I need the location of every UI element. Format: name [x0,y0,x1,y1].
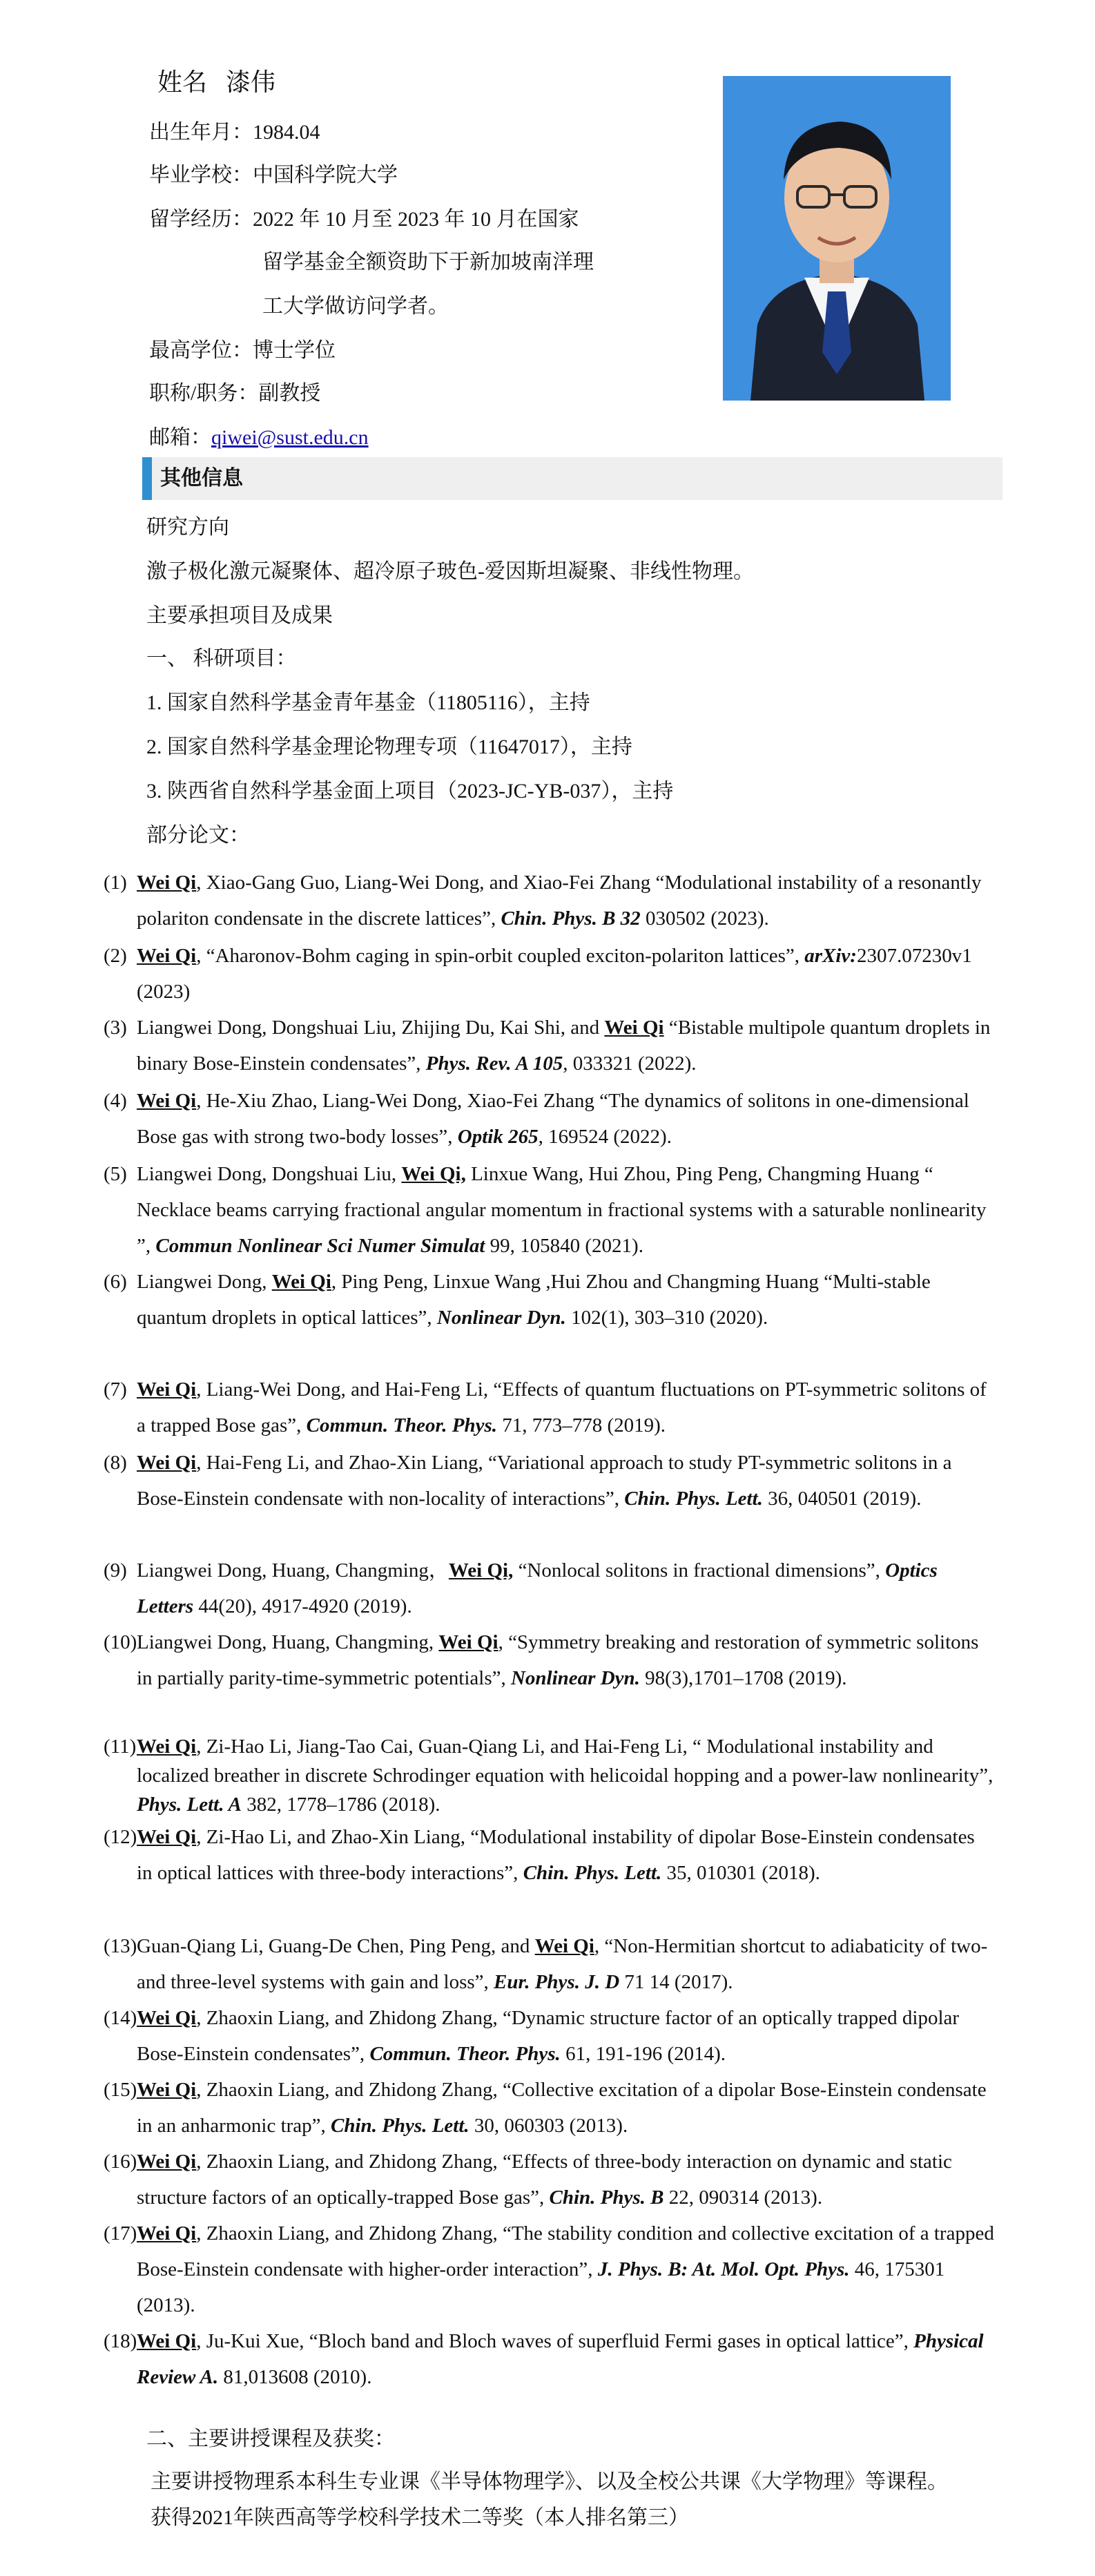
paper-journal: Eur. Phys. J. D [494,1971,620,1993]
paper-author-highlight: Wei Qi [137,1826,197,1848]
paper-citation: , 033321 (2022). [563,1052,697,1075]
paper-citation: 44(20), 4917-4920 (2019). [193,1595,412,1617]
paper-item [104,938,994,1010]
awards-courses: 主要讲授物理系本科生专业课《半导体物理学》、以及全校公共课《大学物理》等课程。 [151,2470,948,2493]
paper-journal: Physical Review A. [137,2330,984,2388]
paper-journal: Nonlinear Dyn. [436,1307,566,1329]
paper-citation: , 169524 (2022). [538,1126,672,1148]
paper-item [104,1819,994,1891]
project-item: 1. 国家自然科学基金青年基金（11805116），主持 [146,691,590,714]
paper-citation: 61, 191-196 (2014). [560,2043,726,2065]
paper-number: (4) [104,1090,127,1112]
paper-text: , Zhaoxin Liang, and Zhidong Zhang, “Effects of three-body interaction on dynamic and static structure factors of an optically-trapped Bose gas”, [137,2151,952,2209]
paper-item [104,1624,994,1696]
paper-text: , He-Xiu Zhao, Liang-Wei Dong, Xiao-Fei Zhang “The dynamics of solitons in one-dimensional Bose gas with strong two-body losses”, [137,1090,969,1148]
abroad-field-line2: 留学基金全额资助下于新加坡南洋理 [262,251,594,273]
paper-item [104,1372,994,1443]
paper-item [104,865,994,936]
paper-text: “Bistable multipole quantum droplets in binary Bose-Einstein condensates”, [137,1017,991,1075]
paper-text: , Zhaoxin Liang, and Zhidong Zhang, “The stability condition and collective excitation of a trapped Bose-Einstein condensate with higher-order interaction”, [137,2222,994,2280]
paper-journal: Phys. Rev. A 105 [425,1052,563,1075]
paper-coauthors: Liangwei Dong, Dongshuai Liu, Zhijing Du, Kai Shi, and [137,1017,605,1039]
paper-number: (11) [104,1736,137,1758]
email-label: 邮箱： [149,426,211,449]
projects-subheading: 一、 科研项目： [146,647,297,670]
paper-citation: 98(3),1701–1708 (2019). [639,1667,847,1689]
paper-journal: Nonlinear Dyn. [510,1667,640,1689]
paper-text: , “Aharonov-Bohm caging in spin-orbit coupled exciton-polariton lattices”, [196,945,805,967]
paper-coauthors: Liangwei Dong, Huang, Changming, [137,1631,439,1653]
awards-text [151,2464,1007,2536]
paper-number: (7) [104,1378,127,1401]
paper-author-highlight: Wei Qi [137,2330,197,2352]
paper-citation: 46, 175301 (2013). [137,2258,945,2316]
paper-citation: 35, 010301 (2018). [661,1862,820,1884]
project-item: 3. 陕西省自然科学基金面上项目（2023-JC-YB-037），主持 [146,780,674,802]
paper-citation: 99, 105840 (2021). [485,1235,643,1257]
portrait-illustration [723,76,951,401]
paper-text: , Liang-Wei Dong, and Hai-Feng Li, “Effects of quantum fluctuations on PT-symmetric solitons of a trapped Bose gas”, [137,1378,987,1436]
paper-citation: 71 14 (2017). [619,1971,733,1993]
paper-number: (18) [104,2330,137,2352]
paper-journal: Optics Letters [137,1559,938,1617]
paper-item [104,2144,994,2215]
paper-item [104,1732,994,1819]
awards-heading: 二、主要讲授课程及获奖： [146,2428,395,2450]
paper-author-highlight: Wei Qi [137,2151,197,2173]
paper-number: (14) [104,2007,137,2029]
paper-text: , Xiao-Gang Guo, Liang-Wei Dong, and Xiao-Fei Zhang “Modulational instability of a resonantly polariton condensate in the discrete lattices”, [137,872,982,930]
paper-text: , Zi-Hao Li, Jiang-Tao Cai, Guan-Qiang Li, and Hai-Feng Li, “ Modulational instability and localized breather in discrete Schrodinger equation with helicoidal hopping and a power-law nonlinearity”, [137,1736,994,1787]
paper-number: (12) [104,1826,137,1848]
paper-journal: Commun Nonlinear Sci Numer Simulat [155,1235,485,1257]
paper-author-highlight: Wei Qi [604,1017,664,1039]
paper-item [104,2323,994,2395]
paper-number: (10) [104,1631,137,1653]
abroad-field-line3: 工大学做访问学者。 [262,295,449,318]
paper-journal: Optik 265 [457,1126,539,1148]
paper-number: (17) [104,2222,137,2245]
paper-author-highlight: Wei Qi [137,1736,197,1758]
person-name: 漆伟 [226,68,276,96]
paper-journal: Chin. Phys. B [549,2186,664,2209]
paper-citation: 81,013608 (2010). [218,2366,372,2388]
paper-number: (16) [104,2151,137,2173]
paper-coauthors: Liangwei Dong, [137,1271,272,1293]
paper-author-highlight: Wei Qi, [401,1163,466,1185]
papers-label: 部分论文： [146,824,250,847]
paper-author-highlight: Wei Qi [438,1631,498,1653]
paper-author-highlight: Wei Qi [137,1452,197,1474]
paper-journal: Chin. Phys. Lett. [331,2115,469,2137]
email-field [149,424,369,452]
paper-journal: arXiv: [804,945,857,967]
paper-journal: Chin. Phys. B 32 [501,907,641,930]
paper-citation: 36, 040501 (2019). [762,1488,922,1510]
paper-author-highlight: Wei Qi [137,1378,197,1401]
paper-citation: 2307.07230v1 (2023) [137,945,972,1003]
paper-item [104,2215,994,2323]
paper-citation: 22, 090314 (2013). [663,2186,823,2209]
paper-number: (13) [104,1935,137,1957]
portrait-photo [723,76,951,401]
paper-citation: 382, 1778–1786 (2018). [241,1794,440,1816]
title-field: 职称/职务：副教授 [149,382,321,405]
research-text: 激子极化激元凝聚体、超冷原子玻色-爱因斯坦凝聚、非线性物理。 [146,560,754,583]
paper-item [104,2072,994,2144]
paper-author-highlight: Wei Qi [137,945,197,967]
paper-number: (1) [104,872,127,894]
paper-number: (6) [104,1271,127,1293]
paper-author-highlight: Wei Qi [534,1935,594,1957]
paper-text: , “Symmetry breaking and restoration of symmetric solitons in partially parity-time-symmetric potentials”, [137,1631,979,1689]
paper-item [104,1083,994,1155]
paper-coauthors: Liangwei Dong, Huang, Changming， [137,1559,449,1582]
paper-text: , Zhaoxin Liang, and Zhidong Zhang, “Dynamic structure factor of an optically trapped dipolar Bose-Einstein condensates”, [137,2007,960,2065]
awards-prize: 获得2021年陕西高等学校科学技术二等奖（本人排名第三） [151,2506,689,2529]
paper-citation: 30, 060303 (2013). [469,2115,628,2137]
paper-journal: Chin. Phys. Lett. [624,1488,763,1510]
paper-journal: J. Phys. B: At. Mol. Opt. Phys. [597,2258,850,2280]
paper-citation: 71, 773–778 (2019). [496,1414,666,1436]
project-item: 2. 国家自然科学基金理论物理专项（11647017），主持 [146,736,632,758]
projects-label: 主要承担项目及成果 [146,604,333,627]
school-field: 毕业学校：中国科学院大学 [149,164,398,186]
paper-journal: Phys. Lett. A [137,1794,242,1816]
research-label: 研究方向 [146,516,229,539]
paper-item [104,2000,994,2072]
paper-number: (15) [104,2079,137,2101]
paper-journal: Commun. Theor. Phys. [369,2043,561,2065]
abroad-field: 留学经历：2022 年 10 月至 2023 年 10 月在国家 [149,208,579,231]
paper-number: (9) [104,1559,127,1582]
paper-text: Linxue Wang, Hui Zhou, Ping Peng, Changming Huang “ Necklace beams carrying fractional angular momentum in fractional systems with a saturable nonlinearity ”, [137,1163,987,1257]
paper-text: , Ju-Kui Xue, “Bloch band and Bloch waves of superfluid Fermi gases in optical lattice”, [196,2330,914,2352]
paper-text: , “Non-Hermitian shortcut to adiabaticity of two- and three-level systems with gain and loss”, [137,1935,988,1993]
section-header-other-info: 其他信息 [142,457,1002,500]
paper-item [104,1445,994,1517]
paper-number: (3) [104,1017,127,1039]
name-line [157,64,275,101]
paper-text: , Zhaoxin Liang, and Zhidong Zhang, “Collective excitation of a dipolar Bose-Einstein condensate in an anharmonic trap”, [137,2079,987,2137]
paper-coauthors: Guan-Qiang Li, Guang-De Chen, Ping Peng, and [137,1935,535,1957]
paper-author-highlight: Wei Qi [137,2079,197,2101]
paper-author-highlight: Wei Qi [137,1090,197,1112]
paper-number: (5) [104,1163,127,1185]
paper-item [104,1010,994,1082]
email-link[interactable]: qiwei@sust.edu.cn [211,426,369,449]
paper-coauthors: Liangwei Dong, Dongshuai Liu, [137,1163,402,1185]
paper-author-highlight: Wei Qi [137,872,197,894]
paper-item [104,1264,994,1336]
paper-author-highlight: Wei Qi [137,2222,197,2245]
paper-number: (8) [104,1452,127,1474]
birth-field: 出生年月：1984.04 [149,121,320,144]
name-label: 姓名 [157,68,208,96]
paper-item [104,1553,994,1624]
paper-citation: 102(1), 303–310 (2020). [565,1307,768,1329]
paper-journal: Chin. Phys. Lett. [523,1862,662,1884]
paper-text: , Zi-Hao Li, and Zhao-Xin Liang, “Modulational instability of dipolar Bose-Einstein condensates in optical lattices with three-body interactions”, [137,1826,975,1884]
paper-author-highlight: Wei Qi [271,1271,331,1293]
paper-text: , Hai-Feng Li, and Zhao-Xin Liang, “Variational approach to study PT-symmetric solitons in a Bose-Einstein condensate with non-locality of interactions”, [137,1452,952,1510]
paper-text: , Ping Peng, Linxue Wang ,Hui Zhou and Changming Huang “Multi-stable quantum droplets in optical lattices”, [137,1271,931,1329]
degree-field: 最高学位：博士学位 [149,339,336,362]
paper-author-highlight: Wei Qi [137,2007,197,2029]
paper-author-highlight: Wei Qi, [448,1559,514,1582]
paper-number: (2) [104,945,127,967]
paper-citation: 030502 (2023). [640,907,769,930]
paper-item [104,1928,994,2000]
paper-text: “Nonlocal solitons in fractional dimensions”, [513,1559,886,1582]
paper-journal: Commun. Theor. Phys. [306,1414,497,1436]
paper-item [104,1156,994,1264]
